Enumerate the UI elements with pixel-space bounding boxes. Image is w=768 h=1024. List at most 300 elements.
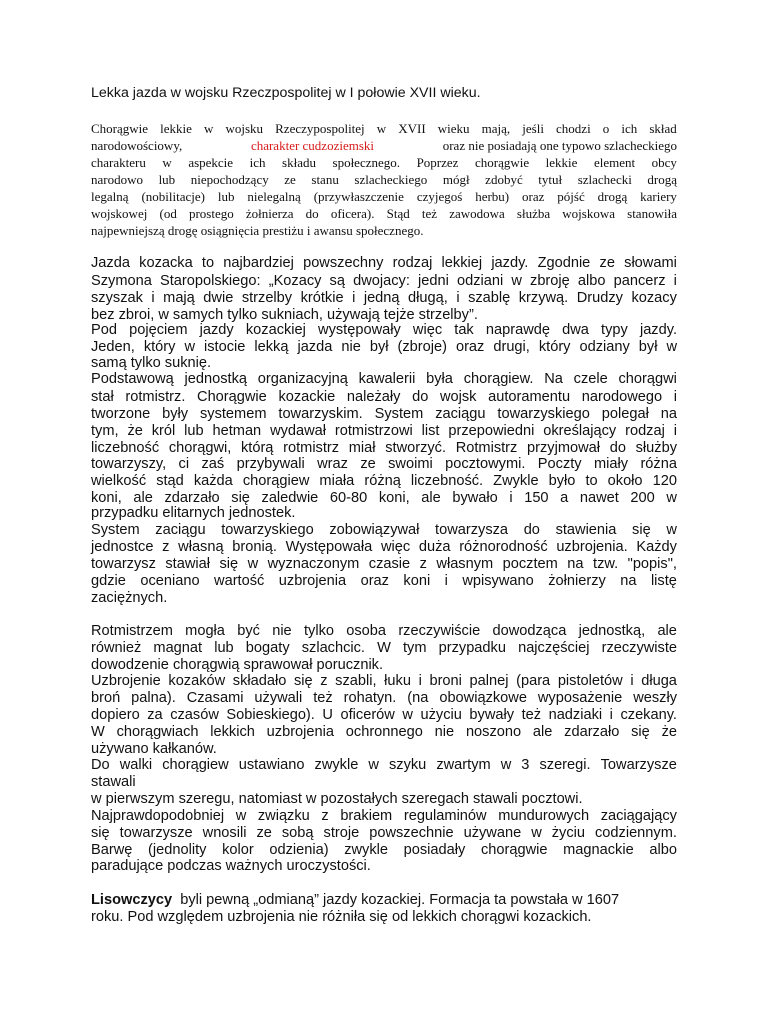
word: typy [601,322,628,338]
word: ci [178,456,190,472]
word: pocztem [502,556,558,572]
word: noszono [465,724,522,740]
word: który [143,339,176,355]
word: towarzysza [435,522,509,538]
word: określający [543,423,617,439]
word: Uzbrojenie [91,673,161,689]
word: ich [249,155,266,170]
word: zaciągający [600,808,677,824]
word: ze [599,255,615,271]
word: i [673,389,677,405]
text-line [91,842,677,860]
text-line: samą tylko suknię. [91,355,212,371]
word: miała [319,473,355,489]
word: do [523,522,540,538]
word: Staropolskiego: [159,273,261,289]
text-line [91,808,677,826]
word: i [456,290,460,306]
text-line: najpewniejszą drogę osiągnięcia prestiżu i awansu społecznego. [91,223,424,238]
word: i [673,273,677,289]
word: Drudzy [576,290,623,306]
word: ale [421,490,441,506]
word: rotmistrzowi [334,423,413,439]
word: tworzone [91,406,151,422]
word: stawienia [555,522,617,538]
text-line [91,423,677,441]
word: kolor [222,842,254,858]
word: tym [403,640,427,656]
word: kozackiej [245,322,306,338]
word: walki [119,757,153,773]
word: wieku [437,121,470,136]
word: się [293,673,313,689]
text-line [91,473,677,491]
word: lekkie [545,155,578,170]
text-line: zaciężnych. [91,590,168,606]
word: i [352,290,356,306]
word: stroje [323,825,360,841]
word: pojęciem [129,322,188,338]
word: oraz [522,189,545,204]
word: narodowo [91,172,143,187]
word: istocie [204,339,246,355]
word: chorągwiach [116,724,199,740]
word: stał [91,389,114,405]
word: pocztowymi. [445,456,526,472]
word: wojsk [439,389,477,405]
word: (na [407,690,429,706]
text-line: roku. Pod względem uzbrojenia nie różniła się od lekkich chorągwi kozackich. [91,909,592,925]
word: nie [434,724,455,740]
word: długą, [408,290,448,306]
word: bywały [469,707,515,723]
text-line [91,255,677,273]
word: szabli, [335,673,377,689]
text-line [91,825,677,843]
word: służba [516,206,551,221]
word: XVII [398,121,426,136]
word: wojsku [225,121,264,136]
word: służby [635,440,677,456]
word: 120 [652,473,677,489]
word: posiadały [403,842,466,858]
word: wnosili [202,825,247,841]
word: W [91,724,105,740]
word: chorągwi, [168,440,232,456]
word: stawiał [165,556,210,572]
word: była [426,371,453,387]
word: lekką [254,339,289,355]
word: towarzyskiego [497,406,590,422]
word: się [632,522,651,538]
word: zawodowa [449,206,505,221]
word: odzienia) [269,842,329,858]
word: jazda [297,339,333,355]
word: kariery [640,189,677,204]
word: bronią. [232,539,277,555]
word: tym, [91,423,119,439]
word: szeregi. [539,757,591,773]
word: uzbrojenia. [556,539,628,555]
document-title: Lekka jazda w wojsku Rzeczpospolitej w I połowie XVII wieku. [91,85,481,101]
word: chorągiew [242,473,310,489]
word: list [421,423,440,439]
word: uzbrojenia [266,724,335,740]
word: na [620,573,637,589]
word: drogą [597,189,628,204]
word: ale [133,490,153,506]
word: ale [532,724,553,740]
word: drugi, [493,339,530,355]
word: czele [573,371,608,387]
word: szlachecki [577,172,632,187]
word: różna [640,456,677,472]
text-line [91,171,677,188]
word: rotmistrz. [125,389,186,405]
word: tzw. [593,556,619,572]
text-line [91,389,677,407]
text-line [91,154,677,171]
word: regulaminów [403,808,487,824]
word: zobowiązywał [329,522,420,538]
word: magnat [153,640,203,656]
word: obowiązkowe [439,690,527,706]
word: był [369,339,389,355]
word: hetman [212,423,262,439]
word: najbardziej [223,255,294,271]
word: różną [364,473,401,489]
text-line [91,188,677,205]
word: charakteru [91,155,146,170]
word: W [377,640,391,656]
word: jazdy. [491,255,529,271]
lisowczycy-line [91,892,619,910]
word: w [376,121,387,136]
word: być [237,623,260,639]
word: różnorodność [459,539,548,555]
word: bywało [452,490,498,506]
word: magnackie [563,842,634,858]
text-line [91,724,677,742]
word: przepowiedni [448,423,535,439]
word: (zbroje) [397,339,447,355]
word: wydawał [270,423,327,439]
text-line [91,556,677,574]
word: weszły [633,690,677,706]
word: nawet [579,490,619,506]
word: więc [380,539,411,555]
word: brakiem [340,808,393,824]
word: 150 [524,490,549,506]
word: U [322,707,333,723]
word: używali [254,690,303,706]
word: jazdy. [639,322,677,338]
word: ich [621,121,638,136]
word: lekkich [210,724,255,740]
word: kozackie [278,389,336,405]
word: jednostką, [578,623,646,639]
word: występowały [318,322,401,338]
word: kozacka [139,255,193,271]
word: wielkość [91,473,147,489]
word: było [548,473,576,489]
word: Poprzez [416,155,459,170]
word: też [521,707,542,723]
text-line: dowodzenie chorągwią sprawował porucznik. [91,657,384,673]
word: w [666,339,677,355]
text-line [91,371,677,389]
word: Do [91,757,110,773]
word: czasie [368,556,411,572]
word: Zwykle [493,473,539,489]
word: dopiero [91,707,140,723]
word: jednostce [91,539,154,555]
text-line [91,690,677,708]
word: Rotmistrz [455,440,518,456]
word: zwykle [344,842,389,858]
word: w [666,490,677,506]
word: żołnierza [245,206,294,221]
text-line: paradujące podczas ważnych uroczystości. [91,858,371,874]
word: chorągiew. [463,371,534,387]
text-line [91,290,677,308]
word: Rzeczypospolitej [275,121,365,136]
word: lekkiej [441,255,483,271]
word: Chorągwie [197,389,267,405]
word: kozacy [631,290,677,306]
word: listę [650,573,677,589]
text-line: stawali [91,774,136,790]
word: nadziaki [548,707,603,723]
word: zaś [201,456,225,472]
word: rotmistrz [283,440,340,456]
word: w [204,121,214,136]
word: oficera). [330,206,375,221]
bold-term: Lisowczycy [91,892,173,908]
word: najczęściej [518,640,590,656]
word: do [305,206,319,221]
word: (nobilitacje) [141,189,205,204]
word: strzelby [241,290,293,306]
word: naprawdę [485,322,550,338]
word: i [444,573,448,589]
word: jedni [418,273,449,289]
word: stworzyć. [385,440,447,456]
word: chorągiew [162,757,229,773]
word: w [500,757,512,773]
word: przypadku [438,640,506,656]
text-fragment: oraz nie posiadają one typowo szlacheckiego [442,138,677,153]
word: tylko [303,623,334,639]
word: towarzysz [91,556,156,572]
word: i [509,490,513,506]
word: Pod [91,322,117,338]
word: rodzaj [625,423,665,439]
word: własnym [436,556,494,572]
word: liczebność [91,440,160,456]
word: zdobyć [485,172,523,187]
word: aspekcie [188,155,234,170]
word: niepochodzący [190,172,269,187]
word: Szymona [91,273,152,289]
word: więc [412,322,443,338]
word: jeśli [522,121,544,136]
word: krzywą. [518,290,569,306]
word: koni [403,573,431,589]
word: wyznaczonym [267,556,360,572]
word: Występowała [285,539,373,555]
word: szyszak [91,290,143,306]
word: Jeden, [91,339,135,355]
word: też [421,206,438,221]
word: Każdy [636,539,677,555]
word: pancerz [613,273,666,289]
word: zbroję [530,273,570,289]
word: używane [463,825,522,841]
word: krótkie [300,290,344,306]
word: też [313,690,333,706]
word: polegał [601,406,649,422]
word: należały [346,389,401,405]
word: System [91,522,140,538]
text-line [91,522,677,540]
word: szablę [468,290,511,306]
word: (jednolity [148,842,207,858]
word: słowami [624,255,677,271]
word: życiu [551,825,585,841]
word: do [609,440,626,456]
word: który [538,339,571,355]
word: użyciu [420,707,462,723]
word: obcy [651,155,677,170]
word: i [151,290,155,306]
word: mają, [481,121,511,136]
word: był [638,339,658,355]
word: Podstawową [91,371,174,387]
word: szlacheckiego [354,172,428,187]
word: narodowego [581,389,663,405]
word: pójść [557,189,585,204]
word: mogła [185,623,225,639]
word: w [511,273,522,289]
word: rzeczywiście [398,623,481,639]
word: Jazda [91,255,130,271]
word: palnej [469,673,509,689]
word: w [402,707,413,723]
word: towarzysze [119,825,193,841]
word: oraz [360,573,389,589]
word: dwa [562,322,589,338]
word: powszechnie [369,825,454,841]
word: w [368,757,379,773]
word: wpisywano [462,573,534,589]
word: z [162,539,170,555]
word: swoimi [388,456,433,472]
word: na [660,406,677,422]
word: żołnierzy [548,573,606,589]
word: składu [282,155,316,170]
word: mógł [442,172,470,187]
word: sobą [281,825,314,841]
text-line [91,573,677,591]
word: to [585,473,598,489]
word: jedną [363,290,400,306]
word: System [374,406,424,422]
word: (przywłaszczenie [313,189,404,204]
word: do [412,389,429,405]
text-line [91,137,677,154]
word: wartość [214,573,265,589]
word: dowodząca [492,623,567,639]
word: skład [649,121,677,136]
word: w [235,808,247,824]
word: tytuł [538,172,563,187]
word: Towarzysze [600,757,677,773]
word: to [201,255,215,271]
word: Barwę [91,842,133,858]
word: 60-80 [329,490,368,506]
word: za [147,707,163,723]
word: ze [284,172,296,187]
word: nie [341,339,361,355]
word: długa [641,673,677,689]
word: miały [593,456,629,472]
word: odziani [456,273,504,289]
word: są [329,273,345,289]
word: pistoletów [557,673,623,689]
text-fragment: byli pewną „odmianą” jazdy kozackiej. Formacja ta powstała w 1607 [180,892,620,908]
word: że [127,423,143,439]
word: ze [360,456,376,472]
word: oceniano [140,573,200,589]
word: miał [348,440,376,456]
word: "popis", [627,556,677,572]
word: lekkie [160,121,192,136]
word: (para [516,673,551,689]
word: zwykle [314,757,359,773]
word: były [162,406,189,422]
text-line [91,673,677,691]
word: król [151,423,176,439]
word: z [321,808,329,824]
word: powszechny [303,255,384,271]
word: ale [657,623,677,639]
word: osoba [346,623,387,639]
word: kozaków [168,673,226,689]
word: stanu [311,172,339,187]
word: czekany. [620,707,677,723]
text-fragment: narodowościowy, [91,138,183,153]
word: zdarzało [564,724,620,740]
word: bogaty [245,640,290,656]
word: chorągwie [480,842,548,858]
word: w [184,339,195,355]
word: tak [454,322,474,338]
text-line [91,707,677,725]
text-line [91,205,677,222]
word: codziennym. [595,825,677,841]
word: czyjegoś [416,189,463,204]
word: towarzyszy, [91,456,167,472]
word: broń [91,690,121,706]
word: jednostką [184,371,247,387]
word: rodzaj [392,255,433,271]
word: również [91,640,142,656]
word: wojskowej [91,206,148,221]
word: 200 [630,490,655,506]
word: Czasami [186,690,244,706]
text-line: używano kałkanów. [91,741,217,757]
